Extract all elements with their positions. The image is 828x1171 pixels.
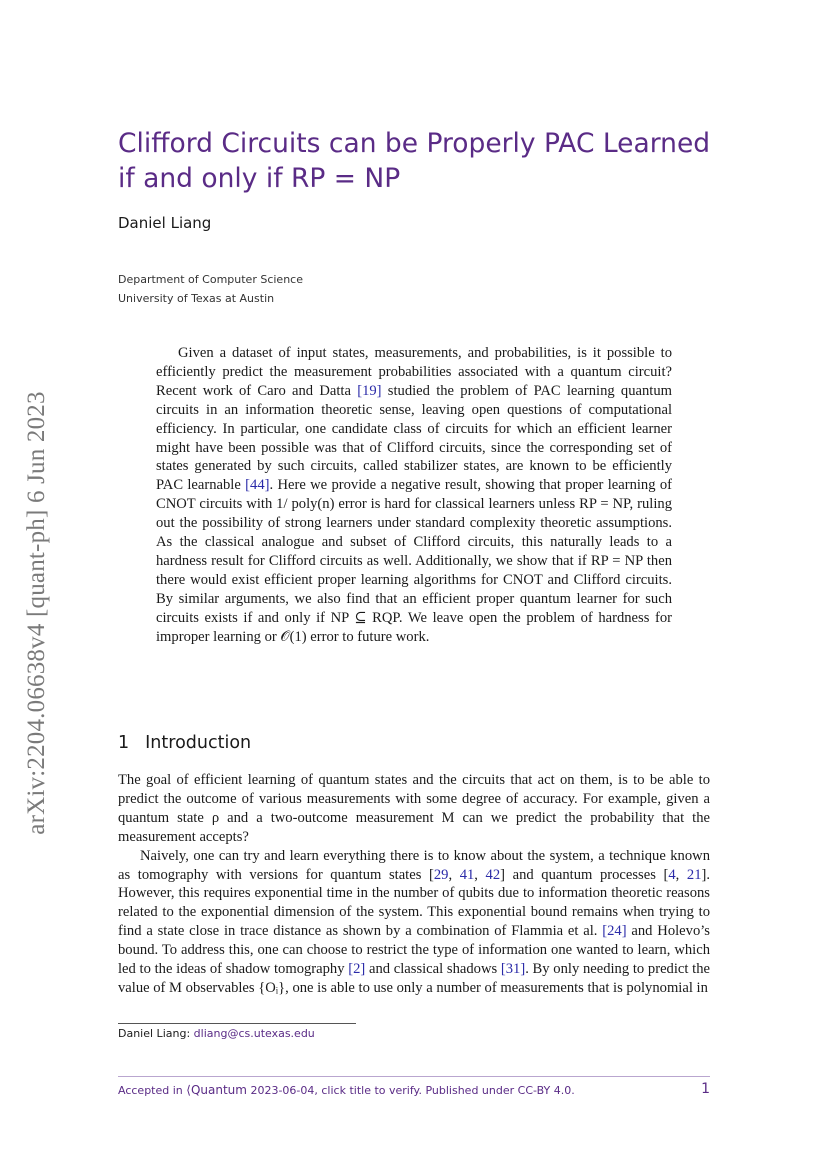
quantum-journal-logo[interactable]: ⟨Quantum [186,1083,247,1097]
citation-link-4[interactable]: 4 [668,866,676,883]
citation-link-24[interactable]: [24] [602,923,627,940]
intro-text-b: ] and quantum processes [ [500,866,669,883]
intro-text-d: and Holevo’s bound. To address this, one can choose to restrict the type of information one wanted to learn, which led to the ideas of shadow tomography [118,923,710,978]
intro-paragraph-1: The goal of efficient learning of quantum states and the circuits that act on them, is to be able to predict the outcome of various measurements with some degree of accuracy. For example, given a quantum state ρ and a two-outcome measurement M can we predict the probability that the measurement accepts? [118,772,710,845]
citation-link-44[interactable]: [44] [245,477,270,494]
section-heading [118,733,251,753]
citation-separator: , [474,866,486,883]
citation-link-2[interactable]: [2] [348,961,366,978]
abstract [156,344,672,647]
citation-separator: , [448,866,460,883]
affiliation-university: University of Texas at Austin [118,292,275,305]
author-email-link[interactable]: dliang@cs.utexas.edu [193,1027,315,1040]
arxiv-identifier-text: arXiv:2204.06638v4 [quant-ph] 6 Jun 2023 [23,390,50,835]
journal-footer [118,1083,575,1097]
citation-link-21[interactable]: 21 [686,866,702,883]
intro-text-a: Naively, one can try and learn everything there is to know about the system, a technique known as tomography with versions for quantum states [ [118,847,710,883]
intro-text-e: and classical shadows [365,961,501,978]
intro-text-f: . By only needing to predict the value of M observables {Oᵢ}, one is able to use only a number of measurements that is polynomial in [118,961,710,996]
abstract-text-3: . Here we provide a negative result, showing that proper learning of CNOT circuits with 1/ poly(n) error is hard for classical learners unless RP = NP, ruling out the possibility of strong learners under standard complexity theoretic assumptions. As the classical analogue and subset of Clifford circuits, this naturally leads to a hardness result for Clifford circuits as well. Additionally, we show that if RP = NP then there would exist efficient proper learning algorithms for CNOT and Clifford circuits. By similar arguments, we also find that an efficient proper quantum learner for such circuits exists if and only if NP ⊆ RQP. We leave open the problem of hardness for improper learning or 𝒪(1) error to future work. [156,477,672,645]
footnote-author: Daniel Liang: [118,1027,191,1040]
section-title: Introduction [145,733,252,753]
footnote-divider [118,1023,356,1024]
citation-separator: , [675,866,687,883]
affiliation [118,270,303,308]
footer-divider [118,1076,710,1077]
citation-link-19[interactable]: [19] [357,382,382,399]
citation-link-42[interactable]: 42 [485,866,501,883]
footer-prefix: Accepted in [118,1084,183,1097]
introduction-body [118,771,710,998]
section-number: 1 [118,733,130,753]
citation-link-41[interactable]: 41 [459,866,475,883]
footnote [118,1027,315,1040]
affiliation-department: Department of Computer Science [118,273,303,286]
citation-link-29[interactable]: 29 [433,866,449,883]
paper-title: Clifford Circuits can be Properly PAC Learned if and only if RP = NP [118,128,711,194]
author-name: Daniel Liang [118,214,212,232]
abstract-text-1: Given a dataset of input states, measurements, and probabilities, is it possible to efficiently predict the measurement probabilities associated with a quantum circuit? Recent work of Caro and Datta [156,345,672,399]
citation-link-31[interactable]: [31] [500,961,526,978]
intro-paragraph-2 [118,847,710,998]
intro-text-c: ]. However, this requires exponential time in the number of qubits due to information theoretic reasons related to the exponential dimension of the system. This exponential bound remains when trying to find a state close in trace distance as shown by a combination of Flammia et al. [118,866,710,940]
footer-acceptance-text[interactable]: 2023-06-04, click title to verify. Published under CC-BY 4.0. [250,1084,575,1097]
page-number: 1 [701,1081,710,1097]
arxiv-identifier-stamp [22,365,52,860]
abstract-text-2: studied the problem of PAC learning quantum circuits in an information theoretic sense, leaving open questions of computational efficiency. In particular, one candidate class of circuits for which an efficient learner might have been possible was that of Clifford circuits, since the corresponding set of states generated by such circuits, called stabilizer states, are known to be efficiently PAC learnable [156,382,673,494]
